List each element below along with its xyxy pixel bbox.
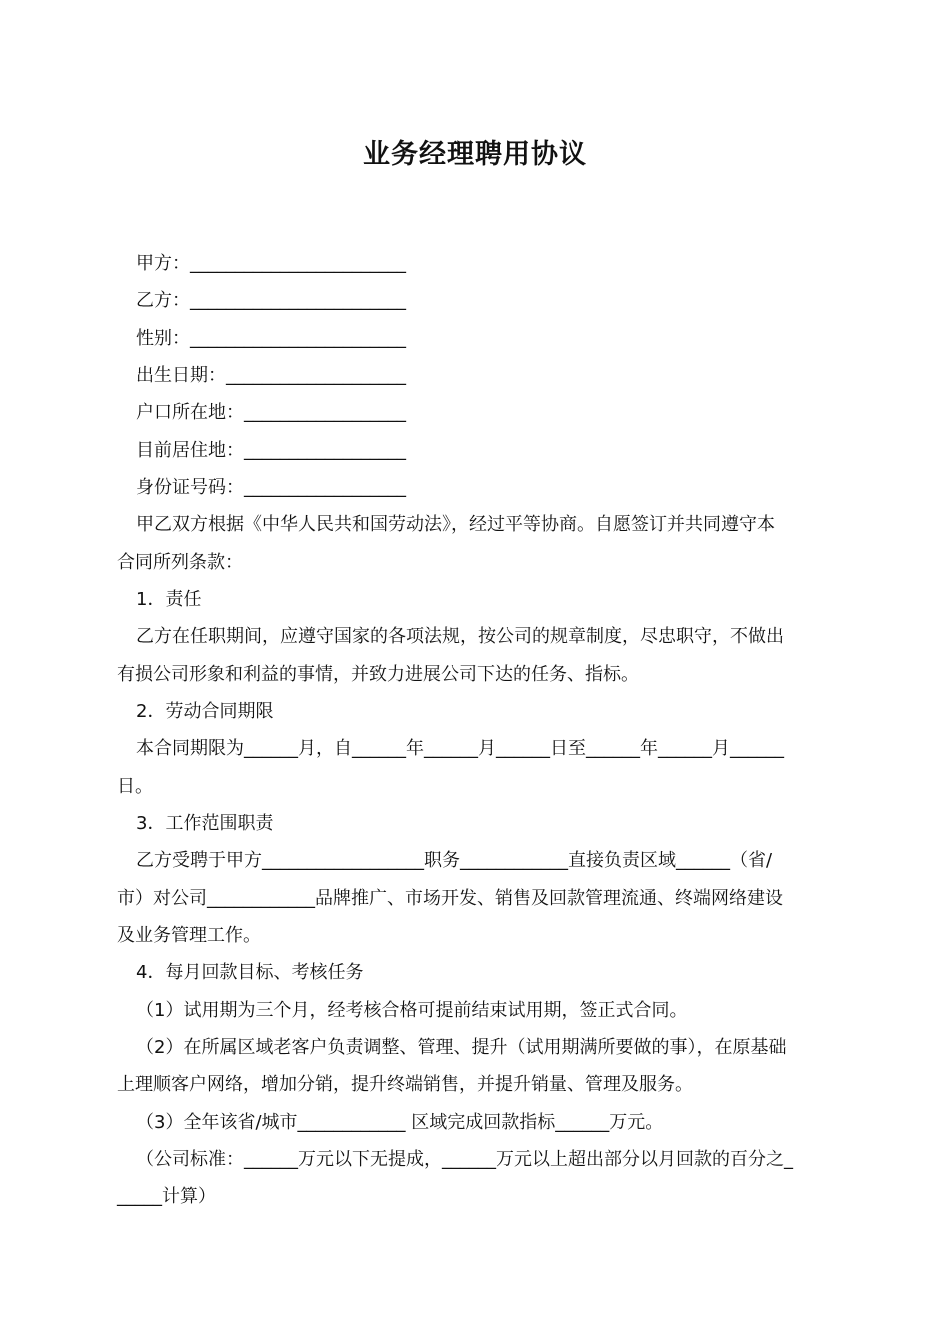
- field-current-residence: 目前居住地：__________________: [136, 440, 406, 461]
- section-2-heading: 2．劳动合同期限: [136, 701, 274, 722]
- section-3-line-3: 及业务管理工作。: [117, 925, 261, 946]
- section-4-item-1: （1）试用期为三个月，经考核合格可提前结束试用期，签正式合同。: [136, 1000, 688, 1021]
- section-4-company-standard-cont: _____计算）: [117, 1186, 216, 1207]
- field-birth-date: 出生日期：____________________: [136, 365, 406, 386]
- section-4-item-3: （3）全年该省/城市____________ 区域完成回款指标______万元。: [136, 1112, 664, 1133]
- section-1-heading: 1．责任: [136, 589, 202, 610]
- section-1-line-2: 有损公司形象和利益的事情，并致力进展公司下达的任务、指标。: [117, 664, 639, 685]
- section-3-heading: 3．工作范围职责: [136, 813, 274, 834]
- intro-line-1: 甲乙双方根据《中华人民共和国劳动法》，经过平等协商。自愿签订并共同遵守本: [136, 514, 775, 535]
- section-4-item-2-cont: 上理顺客户网络，增加分销，提升终端销售，并提升销量、管理及服务。: [117, 1074, 693, 1095]
- section-1-line-1: 乙方在任职期间，应遵守国家的各项法规，按公司的规章制度，尽忠职守，不做出: [136, 626, 784, 647]
- intro-line-2: 合同所列条款：: [117, 552, 243, 573]
- field-gender: 性别：________________________: [136, 328, 406, 349]
- field-party-b: 乙方：________________________: [136, 290, 406, 311]
- section-3-line-1: 乙方受聘于甲方__________________职务____________直接负责区域______（省/: [136, 850, 773, 871]
- section-2-line-2: 日。: [117, 776, 153, 797]
- section-3-line-2: 市）对公司____________品牌推广、市场开发、销售及回款管理流通、终端网络建设: [117, 888, 783, 909]
- section-2-line-1: 本合同期限为______月，自______年______月______日至______年______月______: [136, 738, 784, 759]
- section-4-item-2: （2）在所属区域老客户负责调整、管理、提升（试用期满所要做的事），在原基础: [136, 1037, 787, 1058]
- field-id-number: 身份证号码：__________________: [136, 477, 406, 498]
- field-household-registration: 户口所在地：__________________: [136, 402, 406, 423]
- section-4-heading: 4．每月回款目标、考核任务: [136, 962, 364, 983]
- section-4-company-standard: （公司标准：______万元以下无提成，______万元以上超出部分以月回款的百分之_: [136, 1149, 793, 1170]
- document-title: 业务经理聘用协议: [363, 139, 587, 170]
- field-party-a: 甲方：________________________: [136, 253, 406, 274]
